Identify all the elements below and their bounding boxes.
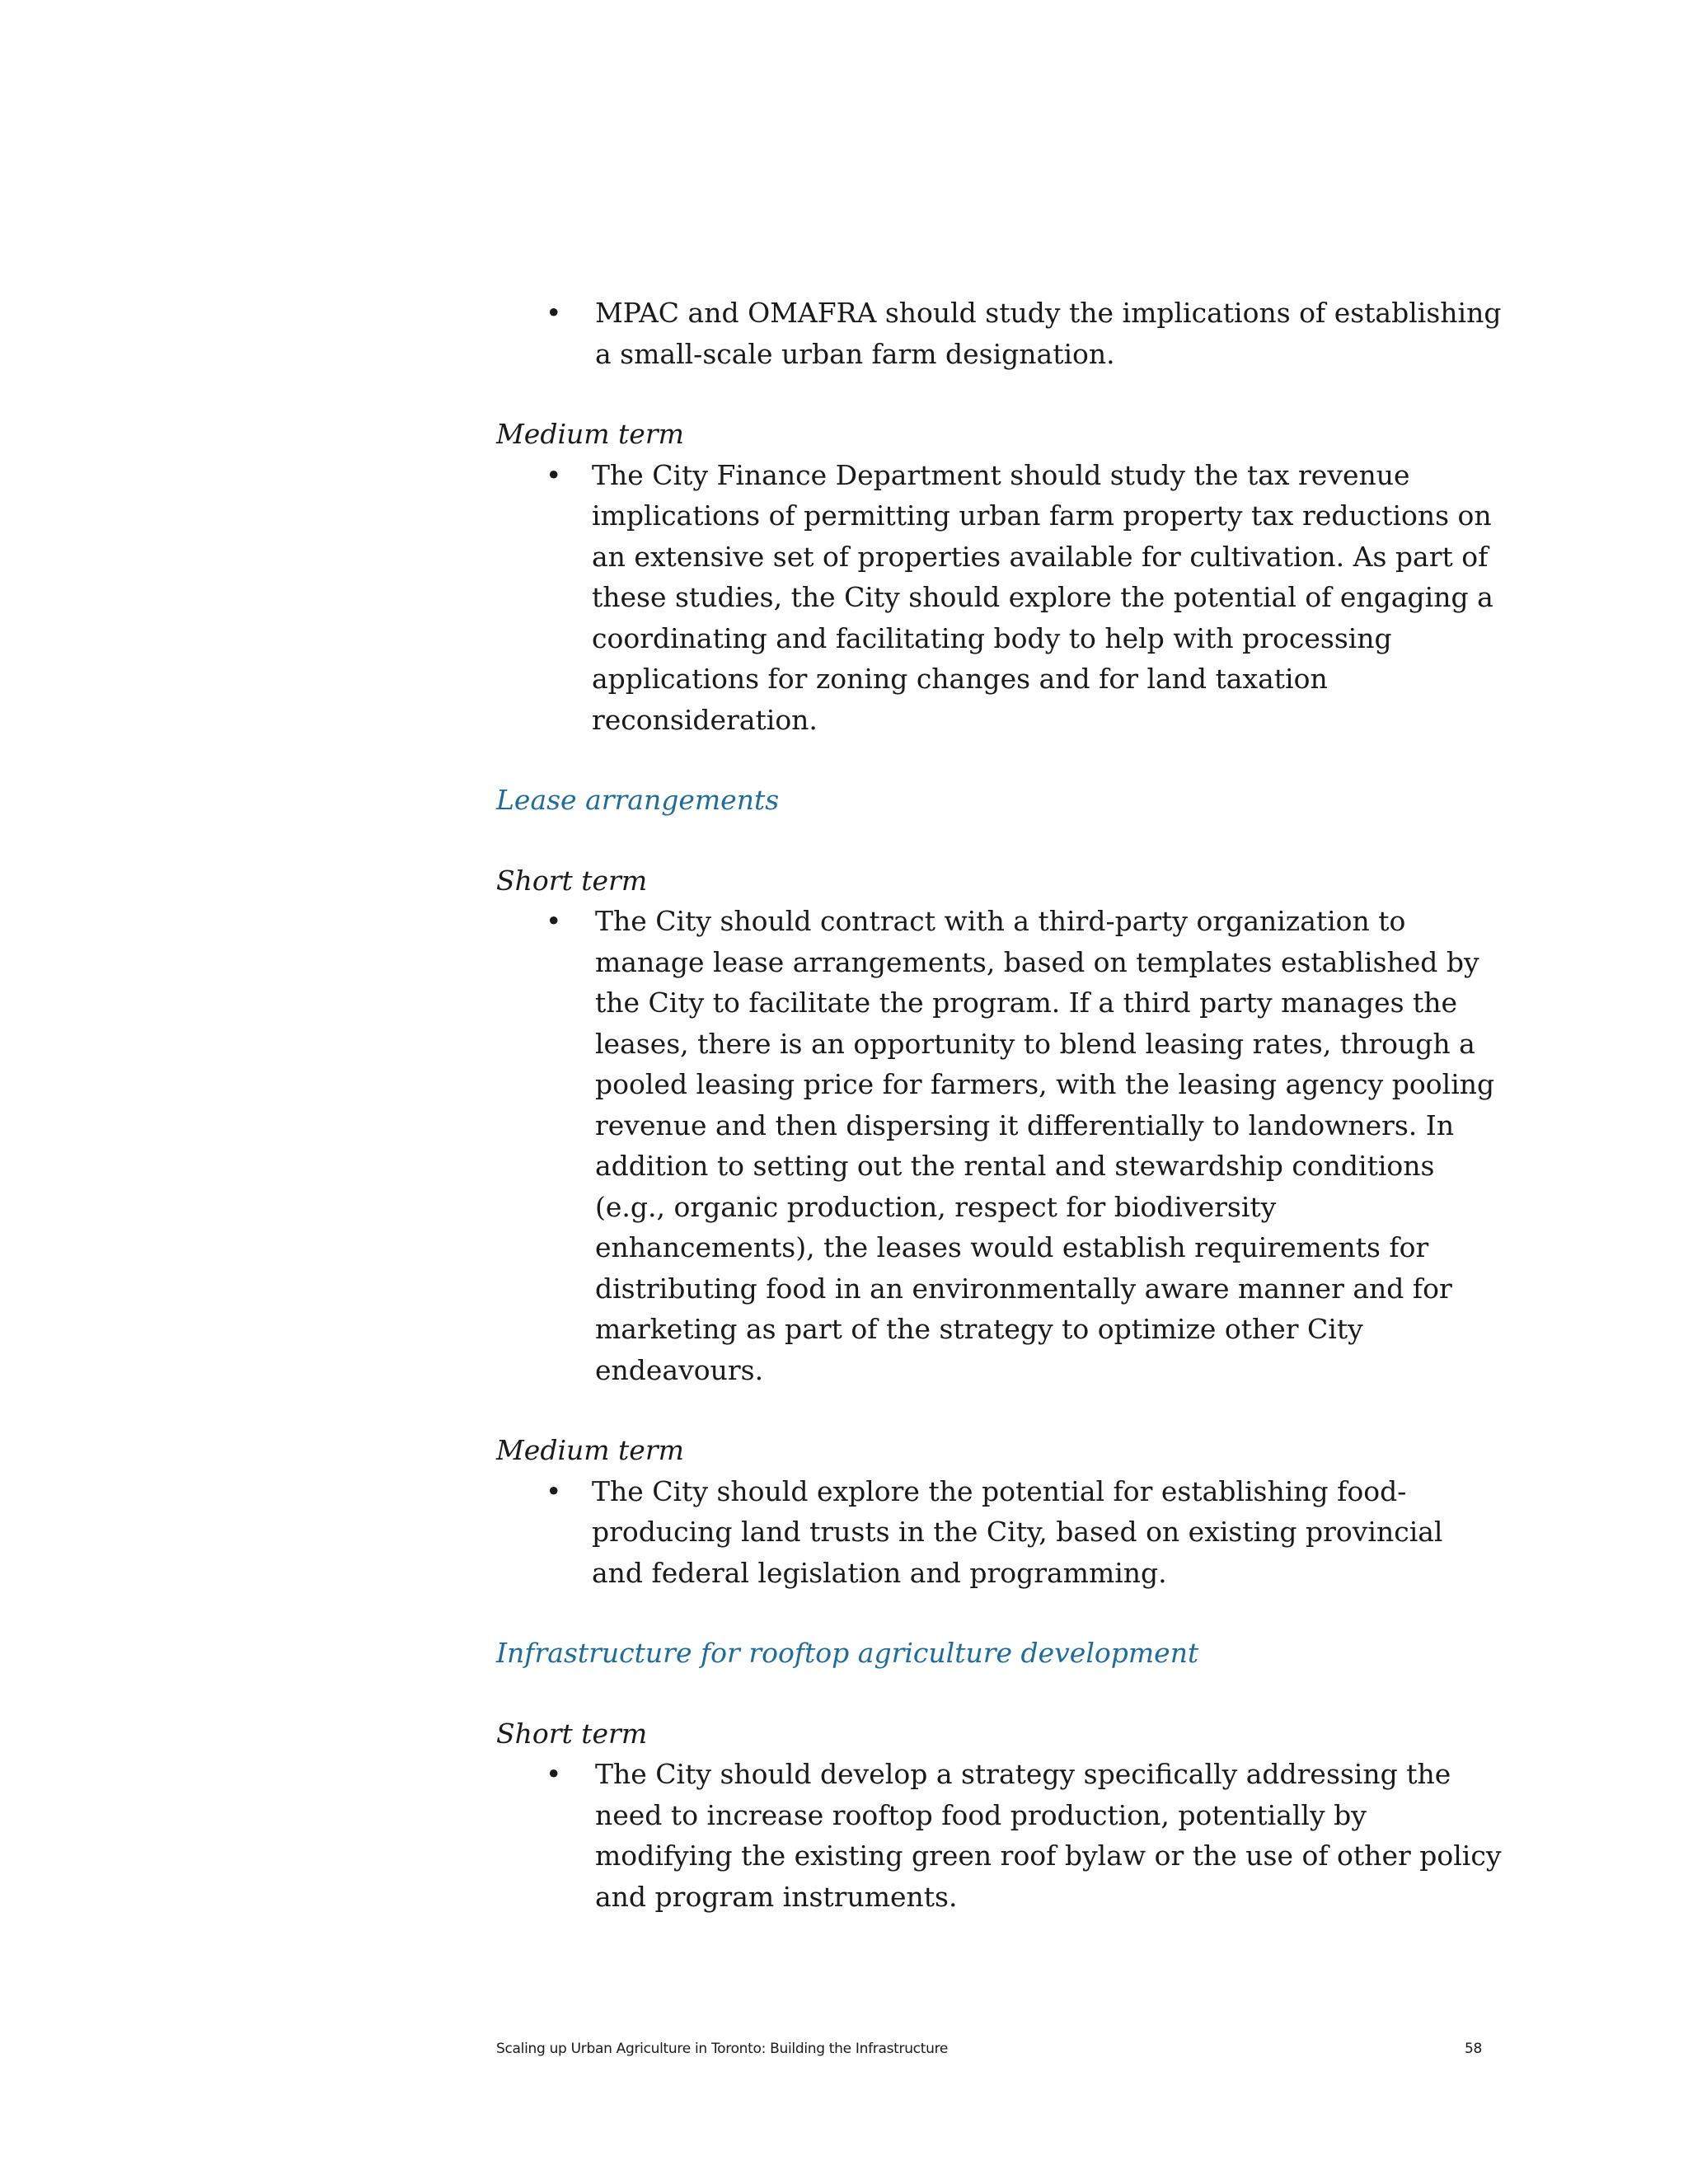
- bullet-text: MPAC and OMAFRA should study the implications of establishing a small-scale urban farm designation.: [595, 297, 1502, 370]
- bullet-finance-department: [496, 455, 1502, 741]
- bullet-text: The City Finance Department should study the tax revenue implications of permitting urban farm property tax reductions on an extensive set of properties available for cultivation. As part of these studies, the City should explore the potential of engaging a coordinating and facilitating body to help with processing applications for zoning changes and for land taxation reconsideration.: [592, 458, 1493, 736]
- medium-term-label: Medium term: [496, 1434, 684, 1466]
- bullet-marker: •: [546, 1474, 562, 1507]
- bullet-text: The City should contract with a third-party organization to manage lease arrangements, based on templates established by the City to facilitate the program. If a third party manages the leases, there is an opportunity to blend leasing rates, through a pooled leasing price for farmers, with the leasing agency pooling revenue and then dispersing it differentially to landowners. In addition to setting out the rental and stewardship conditions (e.g., organic production, respect for biodiversity enhancements), the leases would establish requirements for distributing food in an environmentally aware manner and for marketing as part of the strategy to optimize other City endeavours.: [595, 905, 1495, 1386]
- bullet-lease-contract: [496, 901, 1502, 1390]
- bullet-mpac-omafra: [496, 293, 1502, 374]
- bullet-marker: •: [546, 1758, 562, 1790]
- bullet-text: The City should explore the potential for establishing food-producing land trusts in the City, based on existing provincial and federal legislation and programming.: [592, 1474, 1443, 1589]
- bullet-marker: •: [546, 297, 562, 329]
- section-heading-rooftop-agriculture: Infrastructure for rooftop agriculture development: [496, 1637, 1199, 1669]
- page-content: [496, 293, 1502, 1917]
- short-term-label: Short term: [496, 1717, 648, 1750]
- page-footer: [496, 2041, 1482, 2057]
- page-number: 58: [1464, 2041, 1482, 2057]
- bullet-marker: •: [546, 905, 562, 937]
- short-term-label: Short term: [496, 864, 648, 897]
- medium-term-label: Medium term: [496, 418, 684, 450]
- bullet-rooftop-strategy: [496, 1754, 1502, 1917]
- bullet-text: The City should develop a strategy specifically addressing the need to increase rooftop food production, potentially by modifying the existing green roof bylaw or the use of other policy and program instruments.: [595, 1758, 1502, 1913]
- section-heading-lease-arrangements: Lease arrangements: [496, 784, 780, 816]
- bullet-land-trusts: [496, 1471, 1502, 1594]
- bullet-marker: •: [546, 458, 562, 491]
- footer-document-title: Scaling up Urban Agriculture in Toronto: Building the Infrastructure: [496, 2041, 949, 2057]
